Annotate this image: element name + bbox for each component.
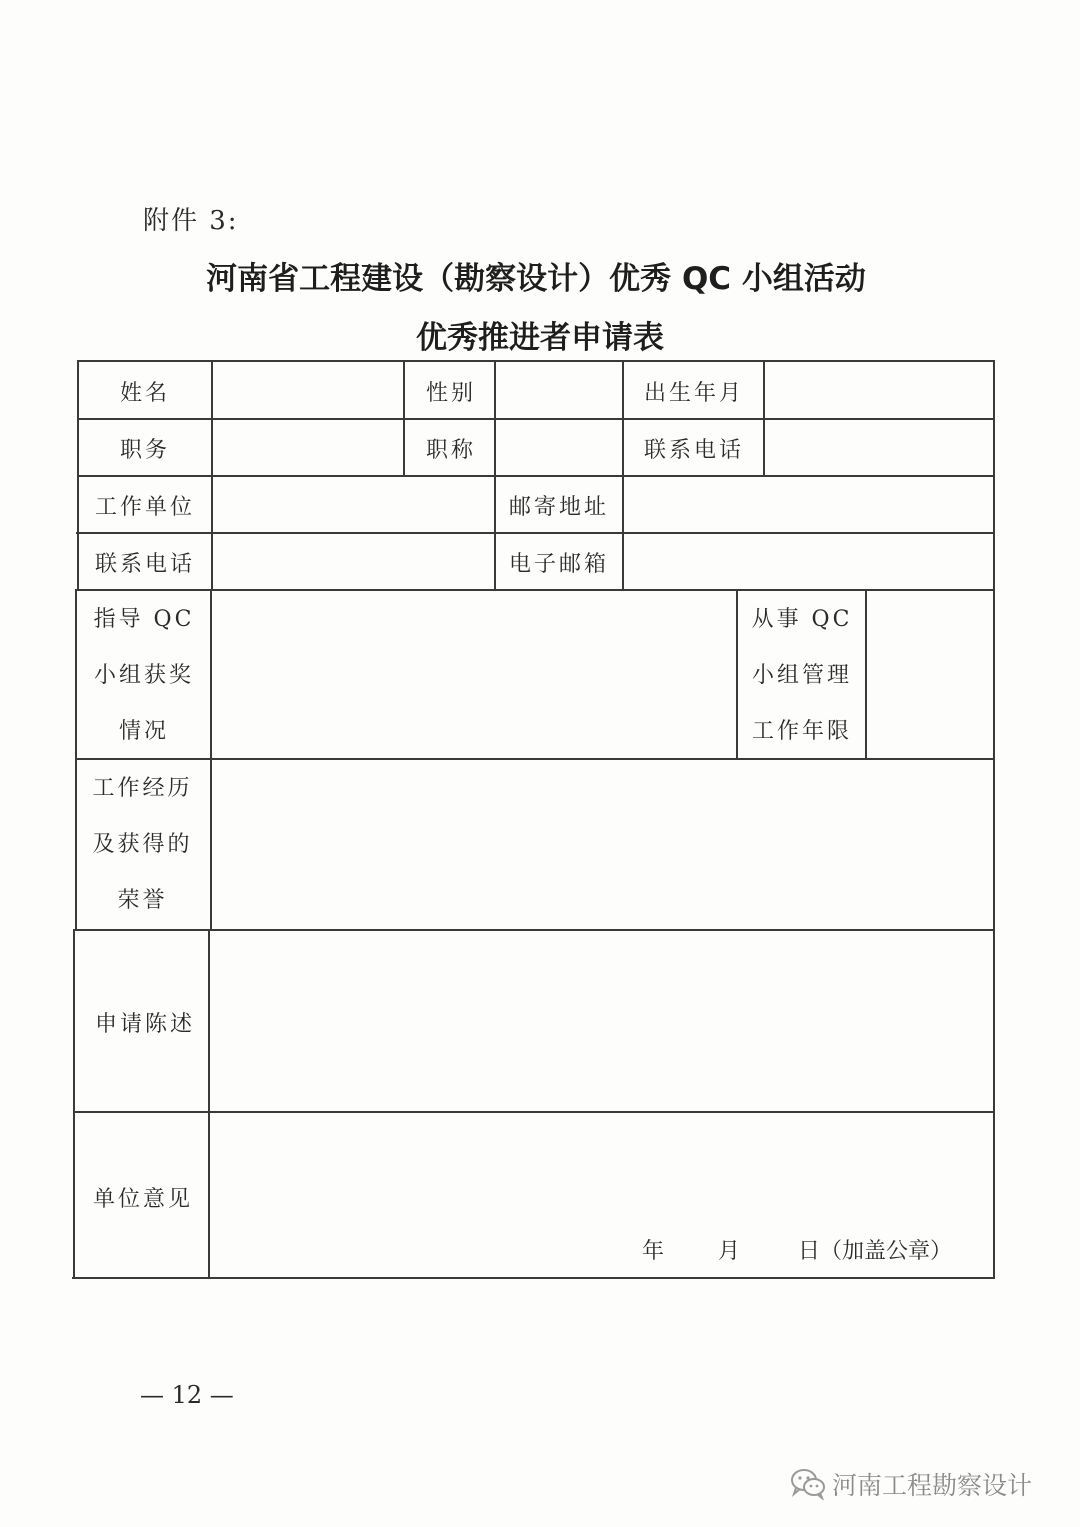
page-number: — 12 — <box>140 1381 234 1409</box>
table-border-left <box>77 360 79 590</box>
application-statement-label: 申请陈述 <box>95 1012 196 1037</box>
column-divider <box>211 360 213 590</box>
watermark <box>790 1464 1032 1504</box>
qc-awards-label <box>77 592 211 760</box>
contact-phone-label: 联系电话 <box>644 438 745 463</box>
qc-years-label-line: 小组管理 <box>751 663 852 688</box>
name-label: 姓名 <box>120 381 171 406</box>
table-border-bottom <box>72 1277 994 1279</box>
row-divider <box>76 532 995 534</box>
form-title: 河南省工程建设（勘察设计）优秀 QC 小组活动 <box>206 261 866 297</box>
wechat-icon <box>790 1468 826 1500</box>
column-divider <box>763 360 765 476</box>
mailing-address-label: 邮寄地址 <box>509 495 610 520</box>
row-divider <box>74 1111 994 1113</box>
row-divider <box>77 475 995 477</box>
unit-opinion-label: 单位意见 <box>93 1187 194 1212</box>
row-divider <box>76 589 995 591</box>
row-divider <box>74 929 994 931</box>
experience-label-line: 荣誉 <box>117 888 168 913</box>
qc-management-years-label <box>738 592 866 760</box>
qc-awards-label-line: 小组获奖 <box>93 663 194 688</box>
position-label: 职务 <box>120 438 171 463</box>
gender-label: 性别 <box>426 381 477 406</box>
qc-years-label-line: 从事 QC <box>751 607 853 632</box>
qc-years-label-line: 工作年限 <box>751 719 852 744</box>
table-border-right <box>993 360 995 1279</box>
table-border-left <box>73 929 75 1279</box>
column-divider <box>494 360 496 590</box>
column-divider <box>208 929 210 1279</box>
work-experience-label <box>75 761 210 929</box>
date-day-stamp: 日（加盖公章） <box>798 1239 953 1264</box>
birth-date-label: 出生年月 <box>644 381 745 406</box>
qc-awards-label-line: 情况 <box>118 719 169 744</box>
row-divider <box>77 418 995 420</box>
phone-label: 联系电话 <box>95 552 196 577</box>
attachment-label: 附件 3: <box>143 206 239 236</box>
stamp-date-line <box>642 1234 952 1265</box>
qc-awards-label-line: 指导 QC <box>93 607 195 632</box>
experience-label-line: 及获得的 <box>92 832 193 857</box>
employer-label: 工作单位 <box>95 495 196 520</box>
experience-label-line: 工作经历 <box>92 776 193 801</box>
professional-title-label: 职称 <box>426 438 477 463</box>
column-divider <box>622 360 624 590</box>
table-border-top <box>77 360 995 362</box>
email-label: 电子邮箱 <box>509 552 610 577</box>
column-divider <box>403 360 405 476</box>
form-subtitle: 优秀推进者申请表 <box>416 320 664 356</box>
date-year: 年 <box>642 1239 665 1264</box>
date-month: 月 <box>718 1239 741 1264</box>
watermark-text: 河南工程勘察设计 <box>832 1471 1033 1500</box>
